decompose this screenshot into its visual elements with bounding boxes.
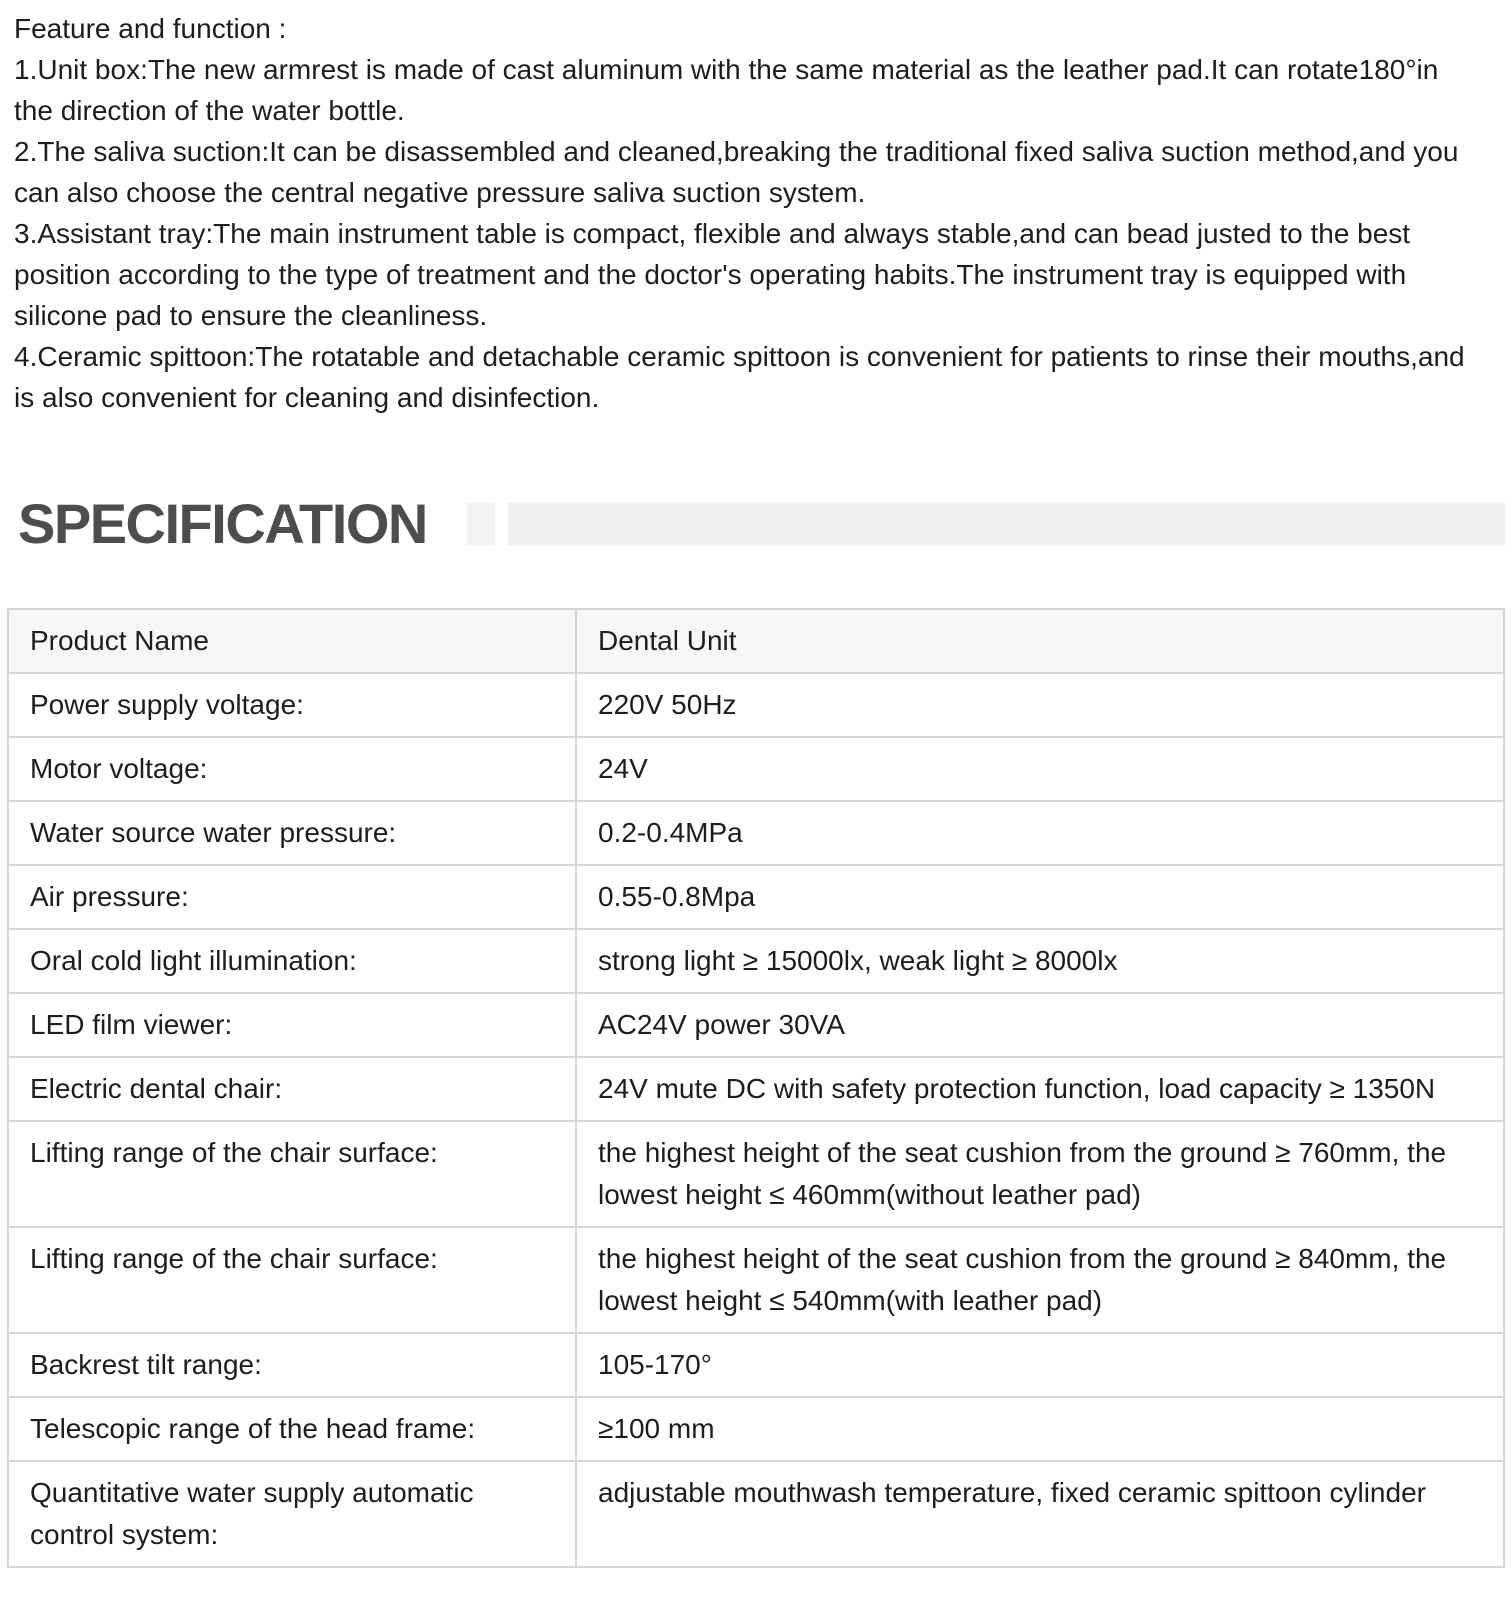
spec-value: 105-170° [576,1333,1504,1397]
spec-label: Power supply voltage: [8,673,576,737]
product-name-value: Dental Unit [576,609,1504,673]
table-row [8,865,1504,929]
table-row [8,929,1504,993]
spec-label: Motor voltage: [8,737,576,801]
table-row [8,801,1504,865]
specification-heading [18,492,1505,555]
accent-bar-decoration [508,503,1505,545]
spec-label: Electric dental chair: [8,1057,576,1121]
table-row [8,1121,1504,1227]
spec-value: 0.2-0.4MPa [576,801,1504,865]
spec-value: the highest height of the seat cushion from the ground ≥ 840mm, the lowest height ≤ 540mm(with leather pad) [576,1227,1504,1333]
table-header-row [8,609,1504,673]
table-row [8,1057,1504,1121]
table-row [8,673,1504,737]
spec-value: the highest height of the seat cushion from the ground ≥ 760mm, the lowest height ≤ 460mm(without leather pad) [576,1121,1504,1227]
spec-label: Telescopic range of the head frame: [8,1397,576,1461]
product-name-header: Product Name [8,609,576,673]
spec-value: ≥100 mm [576,1397,1504,1461]
table-row [8,993,1504,1057]
accent-square-decoration [467,503,495,545]
spec-value: 0.55-0.8Mpa [576,865,1504,929]
table-row [8,1461,1504,1567]
table-row [8,737,1504,801]
spec-value: 24V mute DC with safety protection function, load capacity ≥ 1350N [576,1057,1504,1121]
spec-label: Backrest tilt range: [8,1333,576,1397]
specification-title: SPECIFICATION [18,492,427,555]
feature-item-assistant-tray: 3.Assistant tray:The main instrument table is compact, flexible and always stable,and can bead justed to the best position according to the type of treatment and the doctor's operating habits.The instrument tray is equipped with silicone pad to ensure the cleanliness. [14,218,1411,331]
feature-item-saliva-suction: 2.The saliva suction:It can be disassembled and cleaned,breaking the traditional fixed saliva suction method,and you can also choose the central negative pressure saliva suction system. [14,136,1459,208]
spec-label: LED film viewer: [8,993,576,1057]
table-row [8,1333,1504,1397]
feature-item-ceramic-spittoon: 4.Ceramic spittoon:The rotatable and detachable ceramic spittoon is convenient for patients to rinse their mouths,and is also convenient for cleaning and disinfection. [14,341,1465,413]
feature-title: Feature and function : [14,13,287,44]
table-row [8,1397,1504,1461]
spec-value: 220V 50Hz [576,673,1504,737]
spec-label: Quantitative water supply automatic control system: [8,1461,576,1567]
specification-table [7,608,1505,1568]
table-row [8,1227,1504,1333]
spec-value: adjustable mouthwash temperature, fixed ceramic spittoon cylinder [576,1461,1504,1567]
spec-value: AC24V power 30VA [576,993,1504,1057]
spec-label: Oral cold light illumination: [8,929,576,993]
spec-label: Water source water pressure: [8,801,576,865]
spec-label: Lifting range of the chair surface: [8,1121,576,1227]
spec-value: 24V [576,737,1504,801]
feature-section [0,0,1512,418]
spec-value: strong light ≥ 15000lx, weak light ≥ 8000lx [576,929,1504,993]
feature-item-unit-box: 1.Unit box:The new armrest is made of cast aluminum with the same material as the leather pad.It can rotate180°in the direction of the water bottle. [14,54,1439,126]
spec-label: Lifting range of the chair surface: [8,1227,576,1333]
spec-label: Air pressure: [8,865,576,929]
